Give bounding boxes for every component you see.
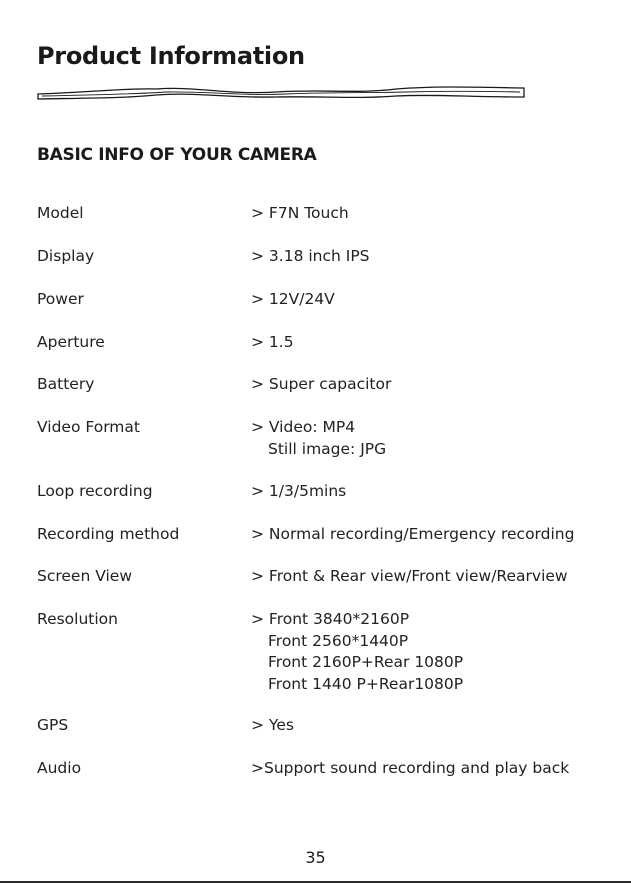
spec-label: Battery [37,375,95,393]
spec-value-line: > Video: MP4 [251,418,356,436]
spec-label: Audio [37,759,82,777]
spec-value-line: Front 2160P+Rear 1080P [268,653,464,671]
spec-values [251,524,574,546]
wavy-divider-decoration [36,82,528,102]
spec-values [251,481,346,503]
spec-label: Aperture [37,333,105,351]
spec-values [251,374,391,396]
spec-value-line: > Front 3840*2160P [251,610,410,628]
spec-value-line: > Front & Rear view/Front view/Rearview [251,567,568,585]
spec-label: Resolution [37,610,118,628]
spec-values [251,609,463,695]
spec-value-line: > Yes [251,716,294,734]
spec-values [251,566,568,588]
spec-value-line: > 1/3/5mins [251,482,347,500]
spec-value-line: > Normal recording/Emergency recording [251,525,575,543]
spec-value-line: Still image: JPG [268,439,387,458]
spec-value-line: > Super capacitor [251,375,392,393]
spec-values [251,332,294,354]
spec-label: Recording method [37,525,180,543]
spec-value-line: > 1.5 [251,333,294,351]
spec-value-line: > 12V/24V [251,290,335,308]
spec-label: GPS [37,716,69,734]
spec-value-line: Front 1440 P+Rear1080P [268,674,464,693]
spec-label: Loop recording [37,482,153,500]
spec-label: Power [37,290,84,308]
spec-label: Video Format [37,418,140,436]
spec-values [251,289,335,311]
spec-value-line: > 3.18 inch IPS [251,247,370,265]
spec-value-line: Front 2560*1440P [268,631,409,650]
spec-values [251,715,294,737]
spec-label: Screen View [37,567,132,585]
spec-label: Model [37,204,84,222]
spec-values [251,417,386,460]
spec-values [251,758,569,780]
spec-values [251,203,349,225]
page-number: 35 [305,848,326,867]
section-title: BASIC INFO OF YOUR CAMERA [37,145,317,165]
spec-label: Display [37,247,95,265]
spec-values [251,246,370,268]
spec-value-line: >Support sound recording and play back [251,759,570,777]
page-title: Product Information [37,42,305,70]
spec-value-line: > F7N Touch [251,204,349,222]
